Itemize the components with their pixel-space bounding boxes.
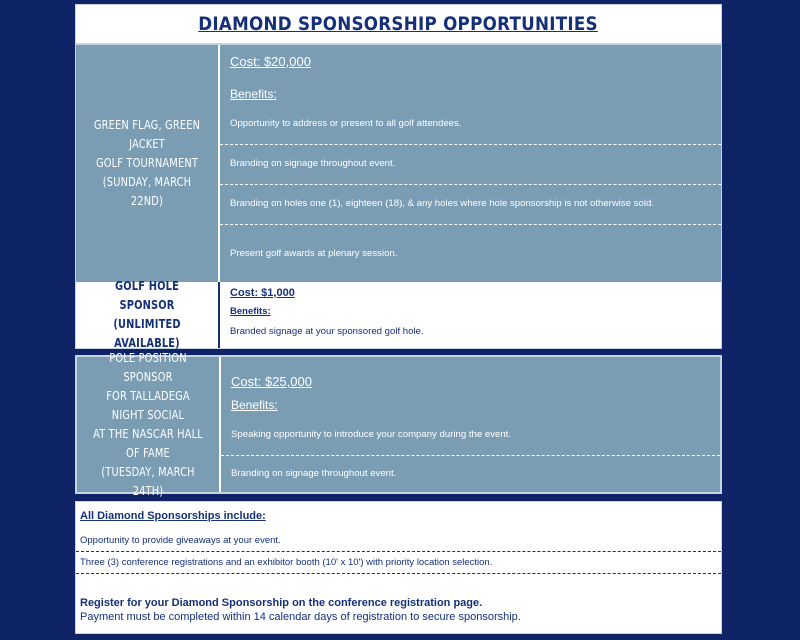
benefit-item: Branding on signage throughout event.	[230, 158, 396, 169]
pole-position-block	[75, 350, 722, 498]
golf-tournament-details	[220, 45, 721, 282]
include-item: Three (3) conference registrations and an exhibitor booth (10' x 10') with priority location selection.	[80, 557, 493, 568]
golf-sponsorship-block	[75, 44, 722, 349]
divider	[221, 455, 720, 456]
divider	[220, 184, 721, 185]
pole-position-benefits-label: Benefits:	[231, 398, 278, 412]
include-item: Opportunity to provide giveaways at your event.	[80, 535, 281, 546]
page-title: DIAMOND SPONSORSHIP OPPORTUNITIES	[198, 13, 599, 35]
divider	[76, 551, 721, 552]
golf-tournament-cost: Cost: $20,000	[230, 54, 311, 69]
golf-tournament-benefits-label: Benefits:	[230, 87, 277, 101]
includes-block	[75, 501, 722, 634]
benefit-item: Speaking opportunity to introduce your company during the event.	[231, 429, 511, 440]
golf-hole-name: GOLF HOLE SPONSOR (UNLIMITED AVAILABLE)	[113, 279, 181, 350]
benefit-item: Present golf awards at plenary session.	[230, 248, 398, 259]
pole-position-details	[221, 357, 720, 492]
benefit-item: Branding on holes one (1), eighteen (18), & any holes where hole sponsorship is not otherwise sold.	[230, 198, 654, 209]
benefit-item: Opportunity to address or present to all golf attendees.	[230, 118, 462, 129]
golf-hole-details	[220, 282, 721, 348]
divider	[220, 144, 721, 145]
pole-position-name-cell	[77, 350, 221, 498]
pole-position-name: POLE POSITION SPONSOR FOR TALLADEGA NIGHT SOCIAL AT THE NASCAR HALL OF FAME (TUESDAY, MARCH 24TH)	[93, 350, 203, 498]
golf-tournament-name-cell	[76, 45, 220, 282]
golf-hole-cost: Cost: $1,000	[230, 287, 295, 299]
benefit-item: Branded signage at your sponsored golf hole.	[230, 326, 424, 337]
golf-hole-name-cell	[76, 279, 220, 350]
pole-position-row	[77, 350, 720, 498]
title-bar	[75, 4, 722, 44]
golf-tournament-name: GREEN FLAG, GREEN JACKET GOLF TOURNAMENT (SUNDAY, MARCH 22ND)	[93, 118, 201, 208]
benefit-item: Branding on signage throughout event.	[231, 468, 397, 479]
golf-hole-benefits-label: Benefits:	[230, 306, 271, 317]
payment-note: Payment must be completed within 14 calendar days of registration to secure sponsorship.	[80, 611, 521, 623]
register-heading: Register for your Diamond Sponsorship on the conference registration page.	[80, 597, 483, 609]
divider	[76, 573, 721, 574]
includes-title: All Diamond Sponsorships include:	[80, 510, 266, 522]
golf-hole-row	[76, 279, 721, 350]
pole-position-cost: Cost: $25,000	[231, 374, 312, 389]
divider	[220, 224, 721, 225]
golf-tournament-row	[76, 45, 721, 282]
